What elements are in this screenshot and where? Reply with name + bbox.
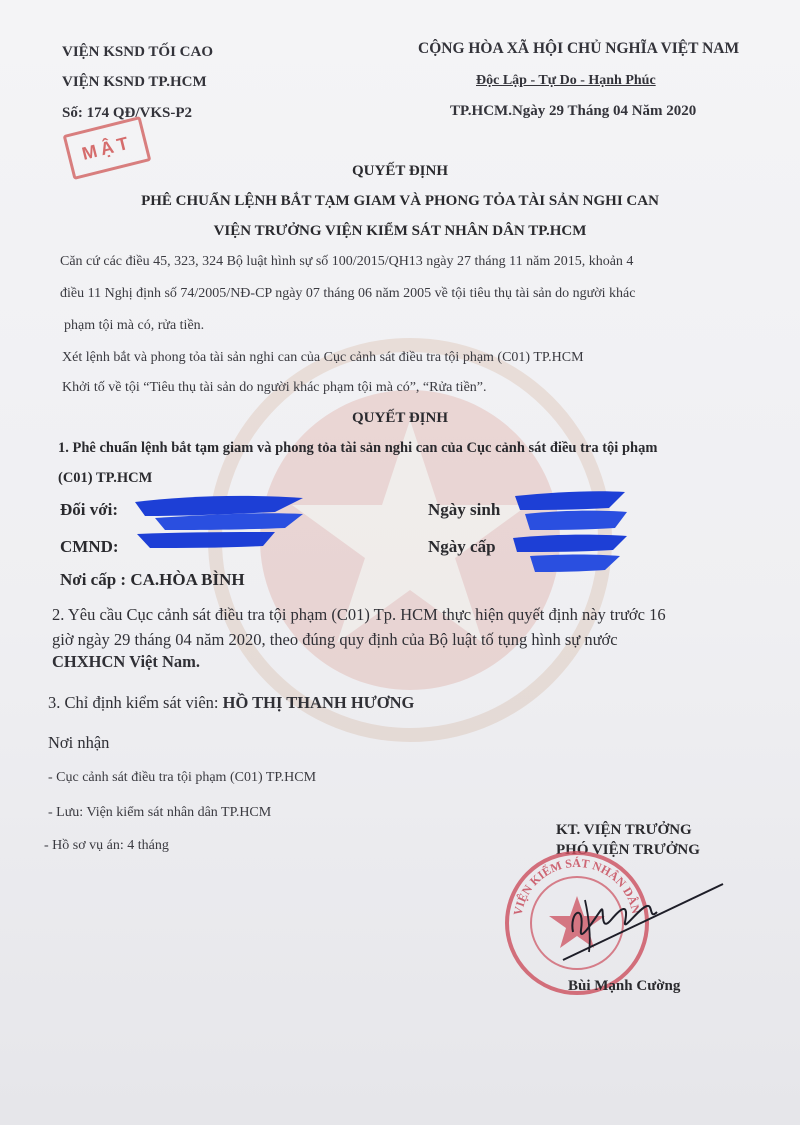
title-decision: QUYẾT ĐỊNH <box>352 163 448 179</box>
redaction-mark <box>125 490 315 560</box>
basis-line: điều 11 Nghị định số 74/2005/NĐ-CP ngày 07 tháng 06 năm 2005 về tội tiêu thụ tài sản do người khác <box>60 286 636 301</box>
signature-mark <box>555 872 730 962</box>
field-cmnd: CMND: <box>60 537 119 556</box>
item-2-line: 2. Yêu cầu Cục cảnh sát điều tra tội phạm (C01) Tp. HCM thực hiện quyết định này trước 16 <box>52 605 666 624</box>
header-country: CỘNG HÒA XÃ HỘI CHỦ NGHĨA VIỆT NAM <box>418 40 740 57</box>
title-decision-2: QUYẾT ĐỊNH <box>352 410 448 426</box>
recipients-heading: Nơi nhận <box>48 733 110 752</box>
header-doc-number: Số: 174 QĐ/VKS-P2 <box>62 105 193 121</box>
item-1-line: (C01) TP.HCM <box>58 470 153 486</box>
basis-line: Căn cứ các điều 45, 323, 324 Bộ luật hình sự số 100/2015/QH13 ngày 27 tháng 11 năm 2015, khoản 4 <box>60 254 634 269</box>
redaction-mark <box>505 488 635 578</box>
recipient-item: - Cục cảnh sát điều tra tội phạm (C01) TP.HCM <box>48 770 317 785</box>
item-1-line: 1. Phê chuẩn lệnh bắt tạm giam và phong tỏa tài sản nghi can của Cục cảnh sát điều tra tội phạm <box>58 440 658 456</box>
secret-stamp: MẬT <box>63 116 152 180</box>
recipient-item: - Lưu: Viện kiểm sát nhân dân TP.HCM <box>48 805 272 820</box>
prosecutor-name: HỒ THỊ THANH HƯƠNG <box>222 693 415 712</box>
field-noi-cap: Nơi cấp : CA.HÒA BÌNH <box>60 570 245 589</box>
header-org-2: VIỆN KSND TP.HCM <box>62 74 207 90</box>
signer-name: Bùi Mạnh Cường <box>568 978 681 994</box>
signer-title-2: PHÓ VIỆN TRƯỞNG <box>556 842 700 858</box>
item-2-line: CHXHCN Việt Nam. <box>52 652 201 671</box>
item-3-prefix: 3. Chỉ định kiểm sát viên: <box>48 693 223 712</box>
signer-title-1: KT. VIỆN TRƯỞNG <box>556 822 692 838</box>
field-ngay-sinh: Ngày sinh <box>428 500 501 519</box>
field-ngay-cap: Ngày cấp <box>428 537 496 556</box>
title-subject: PHÊ CHUẨN LỆNH BẮT TẠM GIAM VÀ PHONG TỎA TÀI SẢN NGHI CAN <box>141 193 659 209</box>
recipient-item: - Hồ sơ vụ án: 4 tháng <box>44 838 169 853</box>
item-2-line: giờ ngày 29 tháng 04 năm 2020, theo đúng quy định của Bộ luật tố tụng hình sự nước <box>52 630 618 649</box>
basis-line: Khởi tố về tội “Tiêu thụ tài sản do người khác phạm tội mà có”, “Rửa tiền”. <box>62 380 487 395</box>
field-doi-voi: Đối với: <box>60 500 119 519</box>
basis-line: phạm tội mà có, rửa tiền. <box>64 318 205 333</box>
header-date: TP.HCM.Ngày 29 Tháng 04 Năm 2020 <box>450 103 697 119</box>
title-authority: VIỆN TRƯỞNG VIỆN KIỂM SÁT NHÂN DÂN TP.HCM <box>213 223 587 239</box>
basis-line: Xét lệnh bắt và phong tỏa tài sản nghi can của Cục cảnh sát điều tra tội phạm (C01) TP.HCM <box>62 350 584 365</box>
header-org-1: VIỆN KSND TỐI CAO <box>62 44 214 60</box>
item-3 <box>48 693 414 713</box>
header-motto: Độc Lập - Tự Do - Hạnh Phúc <box>476 73 656 88</box>
seal-text: VIỆN KIỂM SÁT NHÂN DÂN <box>510 855 644 917</box>
